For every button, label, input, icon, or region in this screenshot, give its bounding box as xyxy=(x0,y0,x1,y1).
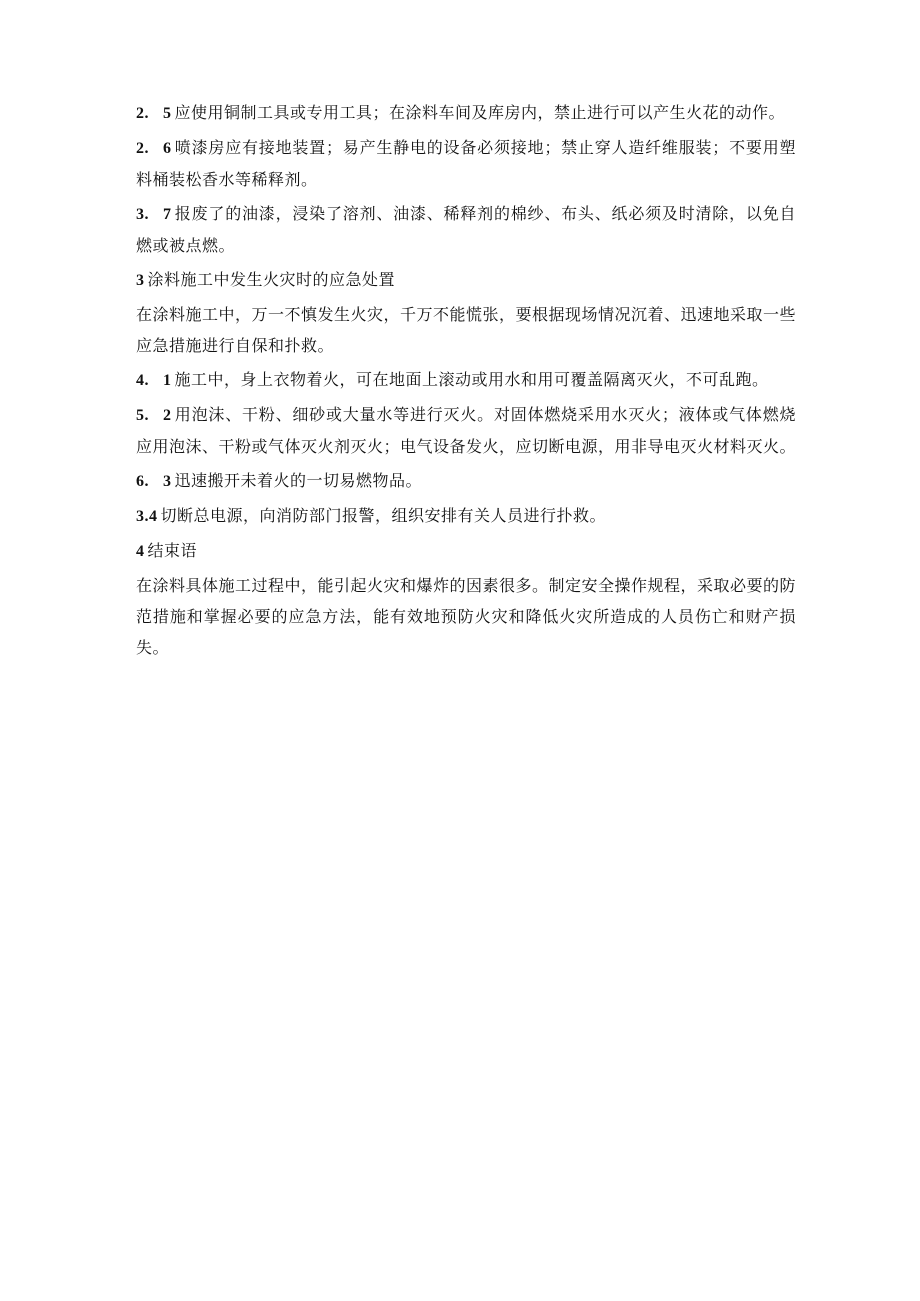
item-number-minor: 6 xyxy=(163,140,172,157)
item-number-major: 2. xyxy=(136,105,149,122)
item-text: 迅速搬开未着火的一切易燃物品。 xyxy=(174,471,423,490)
item-2-6 xyxy=(136,132,796,195)
section-heading-4 xyxy=(136,535,796,567)
item-text: 应使用铜制工具或专用工具；在涂料车间及库房内，禁止进行可以产生火花的动作。 xyxy=(174,103,786,122)
item-number-major: 5. xyxy=(136,407,149,424)
item-2-5 xyxy=(136,97,796,129)
item-number-minor: 2 xyxy=(163,407,172,424)
section-title: 结束语 xyxy=(147,541,198,560)
section-number: 4 xyxy=(136,543,145,560)
section-heading-3 xyxy=(136,264,796,296)
item-number-minor: 1 xyxy=(163,372,172,389)
item-4-1 xyxy=(136,364,796,396)
item-number-major: 4. xyxy=(136,372,149,389)
item-3-7 xyxy=(136,198,796,261)
item-text: 报废了的油漆，浸染了溶剂、油漆、稀释剂的棉纱、布头、纸必须及时清除，以免自燃或被点燃。 xyxy=(136,204,796,255)
item-text: 用泡沫、干粉、细砂或大量水等进行灭火。对固体燃烧采用水灭火；液体或气体燃烧应用泡沫、干粉或气体灭火剂灭火；电气设备发火，应切断电源，用非导电灭火材料灭火。 xyxy=(136,405,797,456)
item-number-minor: 3 xyxy=(163,473,172,490)
paragraph-text: 在涂料具体施工过程中，能引起火灾和爆炸的因素很多。制定安全操作规程，采取必要的防范措施和掌握必要的应急方法，能有效地预防火灾和降低火灾所造成的人员伤亡和财产损失。 xyxy=(136,576,797,657)
item-text: 施工中，身上衣物着火，可在地面上滚动或用水和用可覆盖隔离灭火，不可乱跑。 xyxy=(174,370,769,389)
item-6-3 xyxy=(136,465,796,497)
item-text: 切断总电源，向消防部门报警，组织安排有关人员进行扑救。 xyxy=(160,506,607,525)
paragraph-text: 在涂料施工中，万一不慎发生火灾，千万不能慌张，要根据现场情况沉着、迅速地采取一些应急措施进行自保和扑救。 xyxy=(136,305,797,355)
section-title: 涂料施工中发生火灾时的应急处置 xyxy=(147,270,396,289)
conclusion-paragraph xyxy=(136,570,796,663)
item-3-4 xyxy=(136,500,796,532)
section-3-intro xyxy=(136,299,796,361)
section-number: 3 xyxy=(136,272,145,289)
item-5-2 xyxy=(136,399,796,462)
item-number: 3.4 xyxy=(136,508,158,525)
document-body xyxy=(136,97,796,666)
item-number-minor: 7 xyxy=(163,206,172,223)
item-number-minor: 5 xyxy=(163,105,172,122)
item-number-major: 6. xyxy=(136,473,149,490)
item-text: 喷漆房应有接地装置；易产生静电的设备必须接地；禁止穿人造纤维服装；不要用塑料桶装松香水等稀释剂。 xyxy=(136,138,796,189)
item-number-major: 3. xyxy=(136,206,149,223)
item-number-major: 2. xyxy=(136,140,149,157)
